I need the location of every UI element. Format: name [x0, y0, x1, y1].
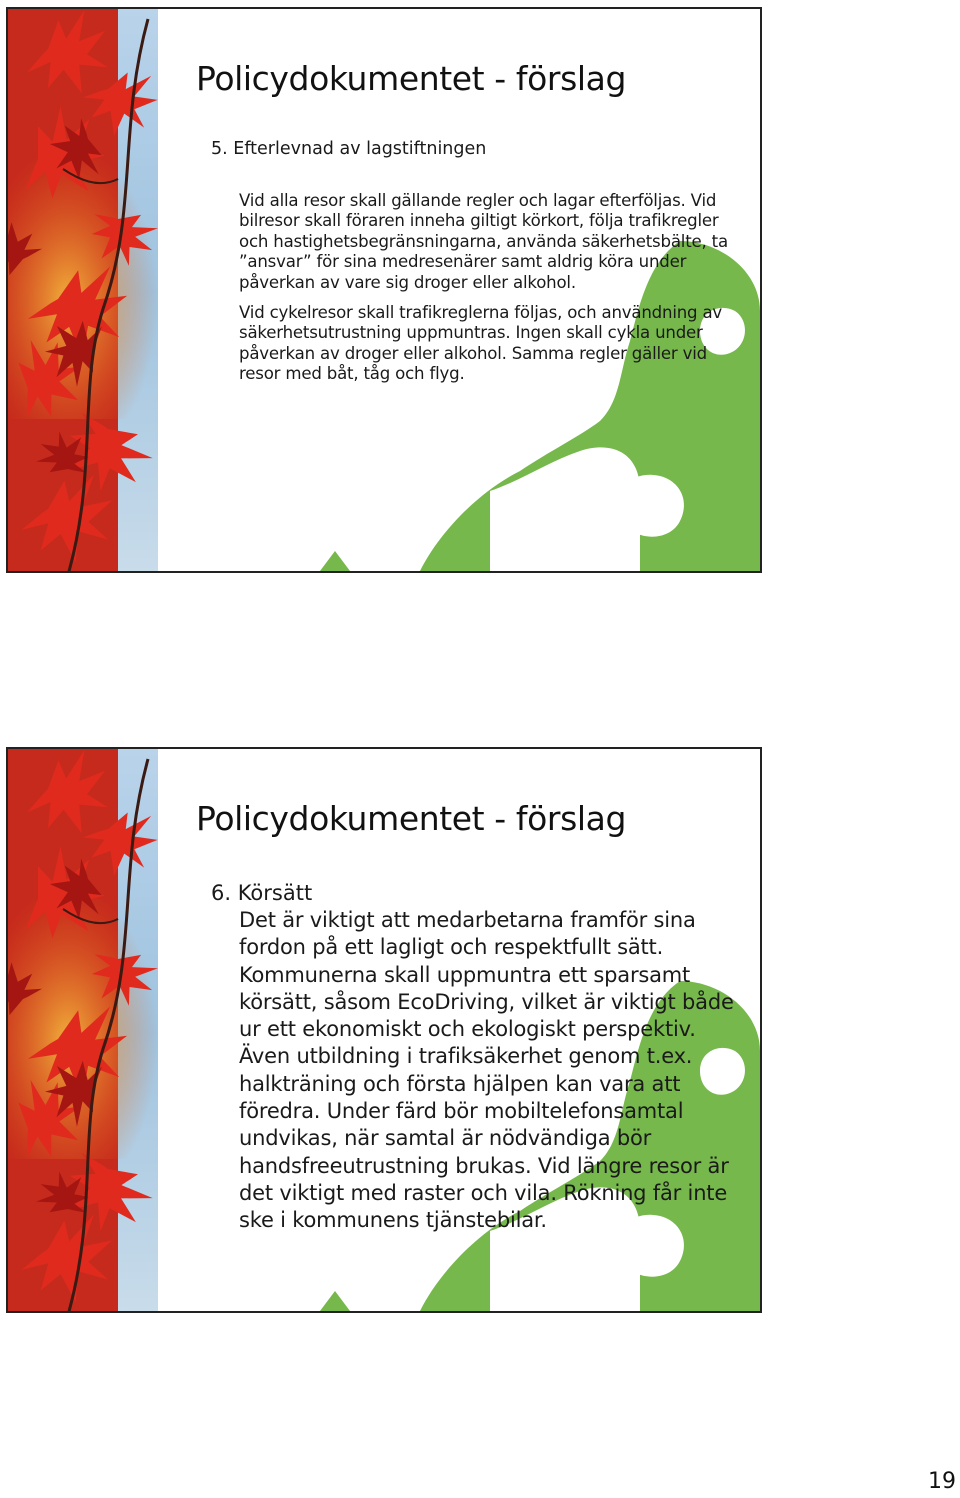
- slide-1: [6, 7, 762, 573]
- slide-title: Policydokumentet - förslag: [196, 799, 627, 838]
- slide-body: [211, 139, 740, 395]
- section-heading: 6. Körsätt: [211, 881, 313, 905]
- autumn-leaves-image: [8, 749, 158, 1311]
- paragraph-car-travel: Vid alla resor skall gällande regler och lagar efterföljas. Vid bilresor skall föraren inneha giltigt körkort, följa trafikregler och hastighetsbegränsningarna, använda säkerhetsbälte, ta ”ansvar” för sina medresenärer samt aldrig köra under påverkan av vare sig droger eller alkohol.: [239, 191, 728, 292]
- section-heading: 5. Efterlevnad av lagstiftningen: [211, 139, 487, 159]
- paragraph-bike-travel: Vid cykelresor skall trafikreglerna följas, och användning av säkerhetsutrustning uppmuntras. Ingen skall cykla under påverkan av droger eller alkohol. Samma regler gäller vid resor med båt, tåg och flyg.: [239, 303, 723, 384]
- slide-title: Policydokumentet - förslag: [196, 59, 627, 98]
- autumn-leaves-image: [8, 9, 158, 571]
- slide-body: [211, 881, 740, 1235]
- slide-2: [6, 747, 762, 1313]
- paragraph-driving-style: Det är viktigt att medarbetarna framför sina fordon på ett lagligt och respektfullt sätt. Kommunerna skall uppmuntra ett sparsamt körsätt, såsom EcoDriving, vilket är viktigt både ur ett ekonomiskt och ekologiskt perspektiv. Även utbildning i trafiksäkerhet genom t.ex. halkträning och första hjälpen kan vara att föredra. Under färd bör mobiltelefonsamtal undvikas, när samtal är nödvändiga bör handsfreeutrustning brukas. Vid längre resor är det viktigt med raster och vila. Rökning får inte ske i kommunens tjänstebilar.: [239, 908, 734, 1233]
- page-number: 19: [928, 1469, 956, 1494]
